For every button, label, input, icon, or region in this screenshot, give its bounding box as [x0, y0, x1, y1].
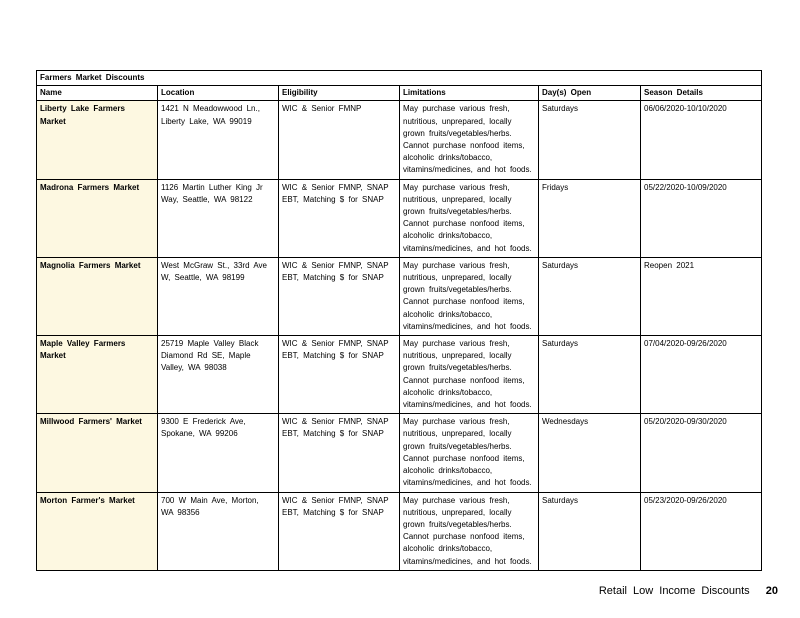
cell-season-details: 05/20/2020-09/30/2020 — [641, 414, 762, 492]
cell-eligibility: WIC & Senior FMNP, SNAP EBT, Matching $ for SNAP — [279, 492, 400, 570]
farmers-market-table — [36, 70, 762, 571]
cell-eligibility: WIC & Senior FMNP, SNAP EBT, Matching $ for SNAP — [279, 414, 400, 492]
table-row — [37, 336, 762, 414]
cell-eligibility: WIC & Senior FMNP, SNAP EBT, Matching $ for SNAP — [279, 336, 400, 414]
cell-days-open: Wednesdays — [539, 414, 641, 492]
table-row — [37, 101, 762, 179]
column-header-eligibility: Eligibility — [279, 86, 400, 101]
cell-days-open: Fridays — [539, 179, 641, 257]
column-header-name: Name — [37, 86, 158, 101]
cell-name: Millwood Farmers' Market — [37, 414, 158, 492]
table-header-row — [37, 86, 762, 101]
table-row — [37, 492, 762, 570]
cell-season-details: 05/23/2020-09/26/2020 — [641, 492, 762, 570]
cell-season-details: 06/06/2020-10/10/2020 — [641, 101, 762, 179]
column-header-days-open: Day(s) Open — [539, 86, 641, 101]
cell-season-details: Reopen 2021 — [641, 257, 762, 335]
cell-name: Magnolia Farmers Market — [37, 257, 158, 335]
cell-season-details: 05/22/2020-10/09/2020 — [641, 179, 762, 257]
cell-name: Madrona Farmers Market — [37, 179, 158, 257]
cell-limitations: May purchase various fresh, nutritious, unprepared, locally grown fruits/vegetables/herbs. Cannot purchase nonfood items, alcoholic drinks/tobacco, vitamins/medicines, and hot foods. — [400, 257, 539, 335]
cell-days-open: Saturdays — [539, 336, 641, 414]
cell-days-open: Saturdays — [539, 492, 641, 570]
cell-days-open: Saturdays — [539, 101, 641, 179]
table-row — [37, 257, 762, 335]
cell-limitations: May purchase various fresh, nutritious, unprepared, locally grown fruits/vegetables/herbs. Cannot purchase nonfood items, alcoholic drinks/tobacco, vitamins/medicines, and hot foods. — [400, 336, 539, 414]
cell-name: Morton Farmer's Market — [37, 492, 158, 570]
cell-location: West McGraw St., 33rd Ave W, Seattle, WA 98199 — [158, 257, 279, 335]
cell-location: 700 W Main Ave, Morton, WA 98356 — [158, 492, 279, 570]
cell-limitations: May purchase various fresh, nutritious, unprepared, locally grown fruits/vegetables/herbs. Cannot purchase nonfood items, alcoholic drinks/tobacco, vitamins/medicines, and hot foods. — [400, 101, 539, 179]
cell-location: 25719 Maple Valley Black Diamond Rd SE, Maple Valley, WA 98038 — [158, 336, 279, 414]
column-header-location: Location — [158, 86, 279, 101]
cell-location: 9300 E Frederick Ave, Spokane, WA 99206 — [158, 414, 279, 492]
cell-eligibility: WIC & Senior FMNP, SNAP EBT, Matching $ for SNAP — [279, 179, 400, 257]
table-caption: Farmers Market Discounts — [37, 71, 762, 86]
cell-limitations: May purchase various fresh, nutritious, unprepared, locally grown fruits/vegetables/herbs. Cannot purchase nonfood items, alcoholic drinks/tobacco, vitamins/medicines, and hot foods. — [400, 179, 539, 257]
cell-season-details: 07/04/2020-09/26/2020 — [641, 336, 762, 414]
column-header-season-details: Season Details — [641, 86, 762, 101]
table-row — [37, 179, 762, 257]
cell-name: Maple Valley Farmers Market — [37, 336, 158, 414]
cell-location: 1126 Martin Luther King Jr Way, Seattle, WA 98122 — [158, 179, 279, 257]
cell-eligibility: WIC & Senior FMNP, SNAP EBT, Matching $ for SNAP — [279, 257, 400, 335]
page-footer — [599, 585, 778, 597]
cell-days-open: Saturdays — [539, 257, 641, 335]
cell-eligibility: WIC & Senior FMNP — [279, 101, 400, 179]
farmers-market-table-container — [36, 70, 761, 571]
footer-title: Retail Low Income Discounts — [598, 585, 750, 597]
cell-limitations: May purchase various fresh, nutritious, unprepared, locally grown fruits/vegetables/herbs. Cannot purchase nonfood items, alcoholic drinks/tobacco, vitamins/medicines, and hot foods. — [400, 492, 539, 570]
table-row — [37, 414, 762, 492]
column-header-limitations: Limitations — [400, 86, 539, 101]
cell-name: Liberty Lake Farmers Market — [37, 101, 158, 179]
page-number: 20 — [765, 585, 778, 597]
cell-location: 1421 N Meadowwood Ln., Liberty Lake, WA 99019 — [158, 101, 279, 179]
cell-limitations: May purchase various fresh, nutritious, unprepared, locally grown fruits/vegetables/herbs. Cannot purchase nonfood items, alcoholic drinks/tobacco, vitamins/medicines, and hot foods. — [400, 414, 539, 492]
